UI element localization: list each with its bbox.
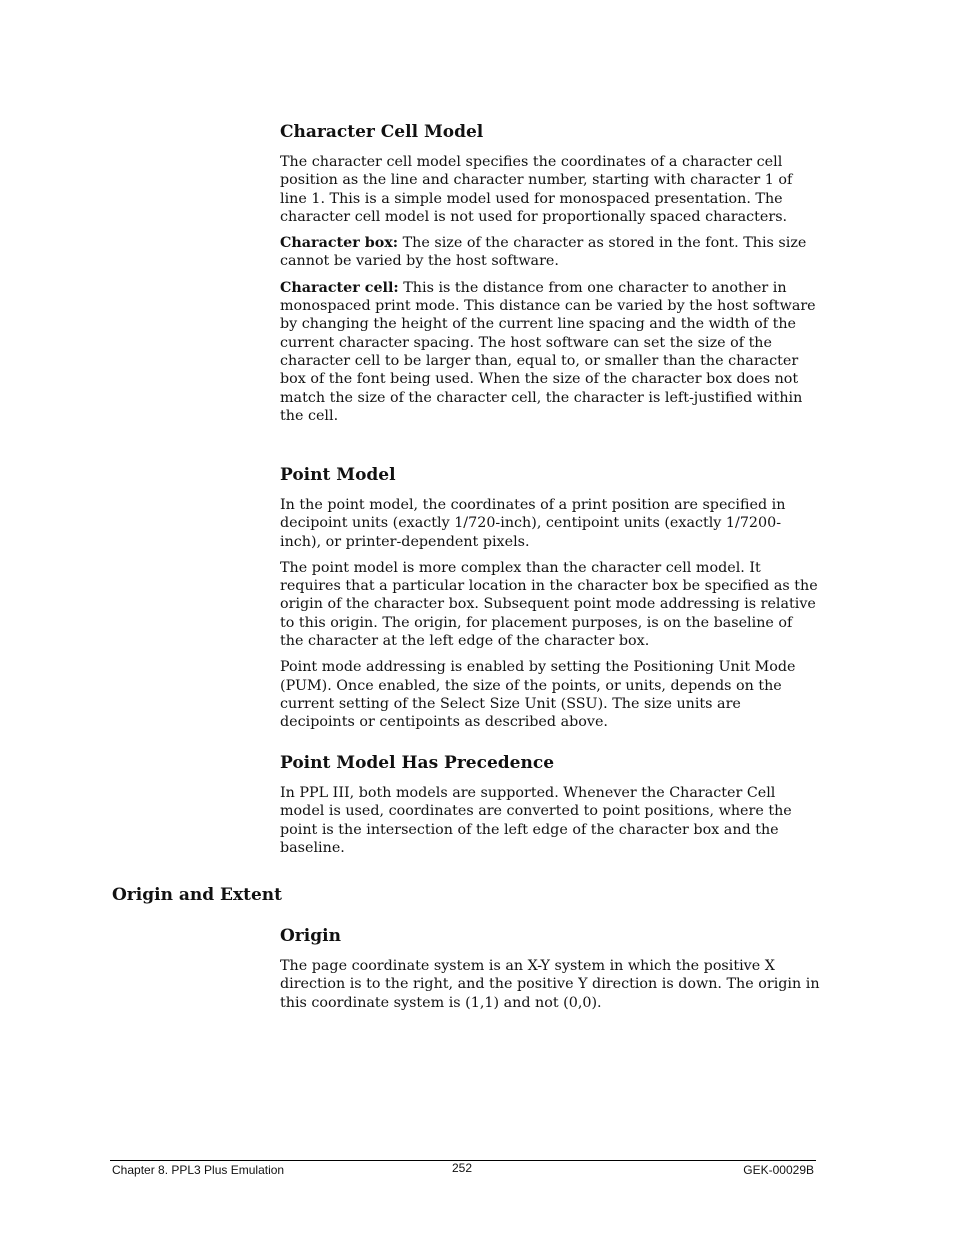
character-box-text: The size of the character as stored in the font. This size cannot be varied by the host software.	[280, 235, 807, 270]
character-cell-model-heading: Character Cell Model	[280, 122, 484, 142]
point-model-paragraph-1: In the point model, the coordinates of a print position are specified in decipoint units (exactly 1/720-inch), centipoint units (exactly 1/7200-inch), or printer-dependent pixels.	[280, 497, 786, 550]
character-box-term: Character box:	[280, 235, 399, 252]
footer-document-id: GEK-00029B	[743, 1163, 814, 1177]
character-box-definition	[280, 234, 820, 271]
character-cell-model-section	[280, 121, 820, 433]
point-model-paragraph-3: Point mode addressing is enabled by setting the Positioning Unit Mode (PUM). Once enabled, the size of the points, or units, depends on the current setting of the Select Size Unit (SSU). The size units are decipoints or centipoints as described above.	[280, 659, 796, 731]
point-model-paragraph-2: The point model is more complex than the character cell model. It requires that a particular location in the character box be specified as the origin of the character box. Subsequent point mode addressing is relative to this origin. The origin, for placement purposes, is on the baseline of the character at the left edge of the character box.	[280, 559, 818, 650]
point-model-heading: Point Model	[280, 465, 396, 485]
origin-paragraph: The page coordinate system is an X-Y system in which the positive X direction is to the right, and the positive Y direction is down. The origin in this coordinate system is (1,1) and not (0,0).	[280, 958, 820, 1011]
origin-section	[280, 925, 820, 1020]
footer-page-number: 252	[452, 1161, 473, 1175]
character-cell-term: Character cell:	[280, 279, 399, 296]
point-model-precedence-section	[280, 752, 820, 865]
character-cell-model-intro: The character cell model specifies the coordinates of a character cell position as the line and character number, starting with character 1 of line 1. This is a simple model used for monospaced presentation. The character cell model is not used for proportionally spaced characters.	[280, 154, 793, 225]
point-model-precedence-heading: Point Model Has Precedence	[280, 753, 555, 773]
character-cell-text: This is the distance from one character to another in monospaced print mode. This distance can be varied by the host software by changing the height of the current line spacing and the width of the current character spacing. The host software can set the size of the character cell to be larger than, equal to, or smaller than the character box of the font being used. When the size of the character box does not match the size of the character cell, the character is left-justified within the cell.	[280, 279, 816, 424]
point-model-section	[280, 464, 820, 740]
origin-and-extent-heading: Origin and Extent	[112, 885, 282, 905]
point-model-precedence-paragraph: In PPL III, both models are supported. Whenever the Character Cell model is used, coordinates are converted to point positions, where the point is the intersection of the left edge of the character box and the baseline.	[280, 785, 792, 856]
footer-chapter: Chapter 8. PPL3 Plus Emulation	[112, 1163, 285, 1177]
character-cell-definition	[280, 279, 820, 425]
origin-heading: Origin	[280, 926, 341, 946]
